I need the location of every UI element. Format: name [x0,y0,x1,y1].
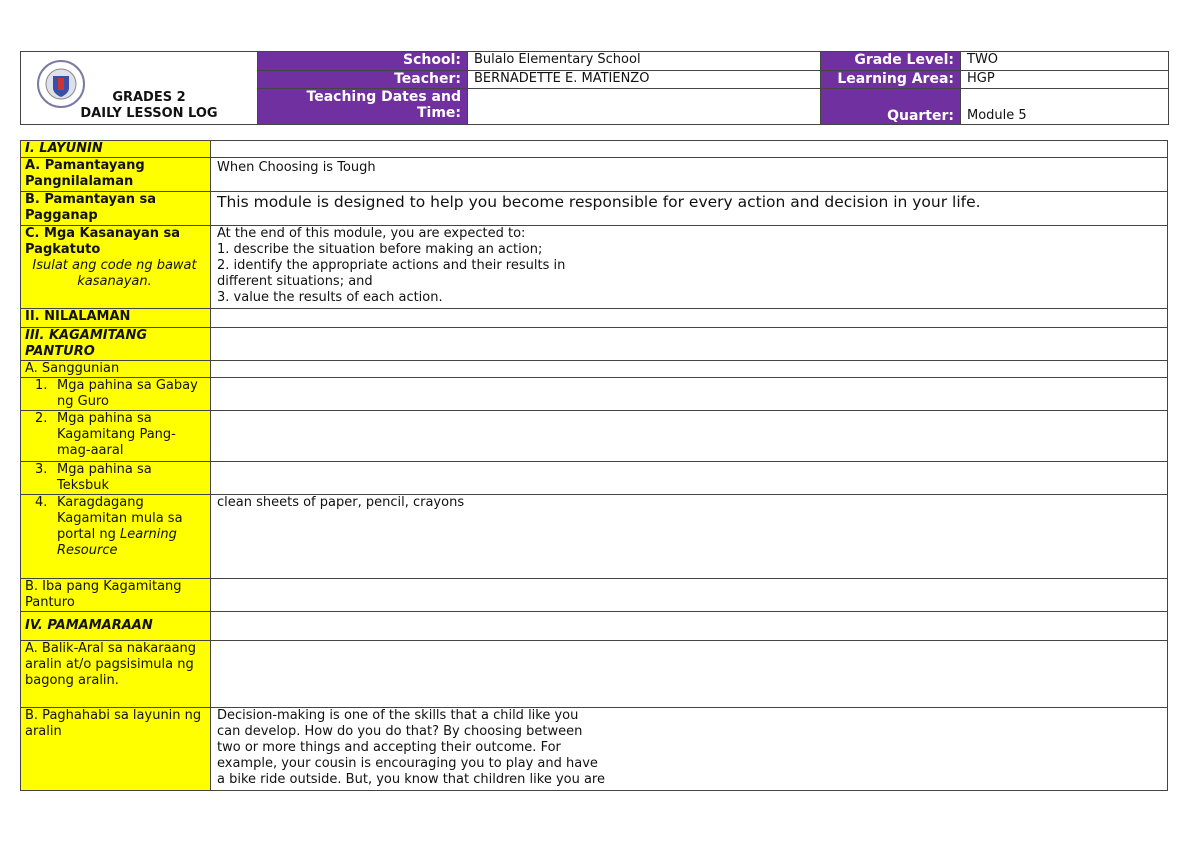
grade-level-label: Grade Level: [821,52,961,71]
header-logo-cell [21,52,258,125]
layunin-heading [21,141,211,158]
nilalaman-value[interactable] [211,309,1168,328]
paragraph-line: can develop. How do you do that? By choosing between [217,724,583,739]
teaching-dates-value[interactable] [468,89,821,125]
teacher-value[interactable]: BERNADETTE E. MATIENZO [468,70,821,89]
kagamitang-panturo-heading [21,328,211,361]
grades-label: GRADES 2 [112,90,186,105]
teksbuk-value[interactable] [211,462,1168,495]
gabay-guro-label [21,378,211,411]
kasanayan-value[interactable] [211,226,1168,309]
paragraph-line: two or more things and accepting their outcome. For [217,740,561,755]
item-number: 1. [35,378,48,393]
balik-aral-label: A. Balik-Aral sa nakaraang aralin at/o pagsisimula ng bagong aralin. [21,641,211,708]
teaching-dates-label: Teaching Dates and Time: [258,89,468,125]
paragraph-line: example, your cousin is encouraging you to play and have [217,756,598,771]
kagamitang-mag-aaral-value[interactable] [211,411,1168,462]
quarter-label: Quarter: [821,89,961,125]
item-label: Karagdagang Kagamitan mula sa portal ng [57,495,183,542]
objective-line: 1. describe the situation before making an action; [217,242,543,257]
item-label: Mga pahina sa Gabay ng Guro [57,378,198,409]
kagamitang-mag-aaral-label [21,411,211,462]
nilalaman-heading: II. NILALAMAN [21,309,211,328]
pamantayang-pangnilalaman-label: A. Pamantayang Pangnilalaman [21,158,211,192]
school-label: School: [258,52,468,71]
school-value[interactable]: Bulalo Elementary School [468,52,821,71]
item-number: 4. [35,495,48,510]
gabay-guro-value[interactable] [211,378,1168,411]
objective-line: different situations; and [217,274,373,289]
objective-line: 3. value the results of each action. [217,290,443,305]
layunin-text: I. LAYUNIN [25,141,103,156]
sanggunian-label: A. Sanggunian [21,361,211,378]
karagdagang-kagamitan-label [21,495,211,579]
kagamitang-value[interactable] [211,328,1168,361]
kasanayan-label [21,226,211,309]
pamantayan-sa-pagganap-value[interactable]: This module is designed to help you become responsible for every action and decision in your life. [211,192,1168,226]
quarter-value[interactable]: Module 5 [961,89,1169,125]
paragraph-line: Decision-making is one of the skills that a child like you [217,708,579,723]
kasanayan-title: C. Mga Kasanayan sa Pagkatuto [25,226,181,257]
pamamaraan-heading [21,612,211,641]
objective-line: At the end of this module, you are expected to: [217,226,526,241]
item-label: Mga pahina sa Teksbuk [57,462,152,493]
pamantayan-sa-pagganap-label: B. Pamantayan sa Pagganap [21,192,211,226]
paghahabi-label: B. Paghahabi sa layunin ng aralin [21,708,211,791]
paghahabi-value[interactable] [211,708,1168,791]
item-number: 2. [35,411,48,426]
item-number: 3. [35,462,48,477]
learning-area-value[interactable]: HGP [961,70,1169,89]
item-label: Mga pahina sa Kagamitang Pang-mag-aaral [57,411,176,458]
deped-seal-icon [37,60,85,108]
paragraph-line: a bike ride outside. But, you know that children like you are [217,772,605,787]
pamamaraan-value[interactable] [211,612,1168,641]
layunin-value[interactable] [211,141,1168,158]
iba-pang-kagamitan-label: B. Iba pang Kagamitang Panturo [21,579,211,612]
karagdagang-kagamitan-value[interactable]: clean sheets of paper, pencil, crayons [211,495,1168,579]
balik-aral-value[interactable] [211,641,1168,708]
objective-line: 2. identify the appropriate actions and their results in [217,258,566,273]
kasanayan-note: Isulat ang code ng bawat kasanayan. [32,258,197,289]
teksbuk-label [21,462,211,495]
grade-level-value[interactable]: TWO [961,52,1169,71]
learning-area-label: Learning Area: [821,70,961,89]
item-label-italic: Learning Resource [57,527,177,558]
iba-pang-kagamitan-value[interactable] [211,579,1168,612]
sanggunian-value[interactable] [211,361,1168,378]
header-table [20,51,1169,125]
pamamaraan-text: IV. PAMAMARAAN [25,618,153,633]
log-title: DAILY LESSON LOG [80,106,218,121]
kagamitang-text: III. KAGAMITANG PANTURO [25,328,148,359]
lesson-table [20,140,1168,791]
pamantayang-pangnilalaman-value[interactable]: When Choosing is Tough [211,158,1168,192]
teacher-label: Teacher: [258,70,468,89]
